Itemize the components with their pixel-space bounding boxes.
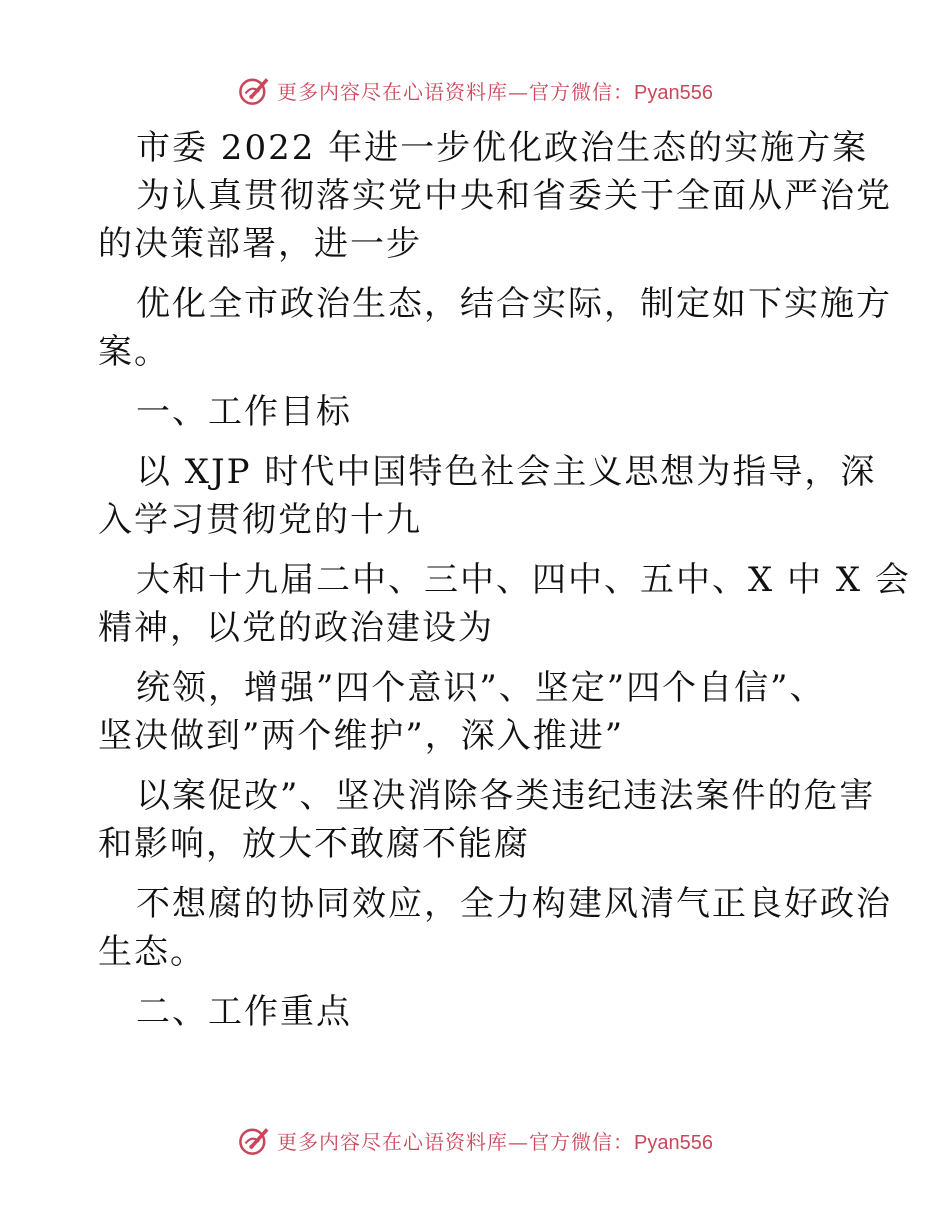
watermark-text: 更多内容尽在心语资料库—官方微信：Pyan556 — [277, 79, 713, 104]
paragraph-line: 为认真贯彻落实党中央和省委关于全面从严治党 — [136, 176, 892, 216]
paragraph-line: 统领，增强”四个意识”、坚定”四个自信”、 — [136, 668, 826, 708]
paragraph-line: 精神，以党的政治建设为 — [98, 608, 494, 648]
paragraph-line: 和影响，放大不敢腐不能腐 — [98, 824, 530, 864]
paragraph-line: 优化全市政治生态，结合实际，制定如下实施方 — [136, 284, 892, 324]
paragraph-line: 以案促改”、坚决消除各类违纪违法案件的危害 — [136, 776, 876, 816]
paragraph-line: 不想腐的协同效应，全力构建风清气正良好政治 — [136, 884, 892, 924]
paragraph-line: 入学习贯彻党的十九 — [98, 500, 422, 540]
watermark-text: 更多内容尽在心语资料库—官方微信：Pyan556 — [277, 1129, 713, 1154]
header-watermark-banner — [0, 70, 950, 110]
paragraph-line: 案。 — [98, 332, 170, 372]
book-pen-logo-icon — [237, 1123, 271, 1157]
footer-watermark-banner — [0, 1120, 950, 1160]
wechat-handle: Pyan556 — [634, 1131, 713, 1154]
paragraph-line: 坚决做到”两个维护”，深入推进” — [98, 716, 625, 756]
document-title: 市委 2022 年进一步优化政治生态的实施方案 — [136, 128, 869, 168]
document-body — [98, 124, 911, 1036]
book-pen-logo-icon — [237, 73, 271, 107]
paragraph-line: 以 XJP 时代中国特色社会主义思想为指导，深 — [136, 452, 877, 492]
section-heading: 二、工作重点 — [136, 992, 352, 1032]
paragraph-line: 大和十九届二中、三中、四中、五中、X 中 X 会 — [136, 560, 911, 600]
wechat-handle: Pyan556 — [634, 81, 713, 104]
paragraph-line: 生态。 — [98, 932, 206, 972]
paragraph-line: 的决策部署，进一步 — [98, 224, 422, 264]
section-heading: 一、工作目标 — [136, 392, 352, 432]
